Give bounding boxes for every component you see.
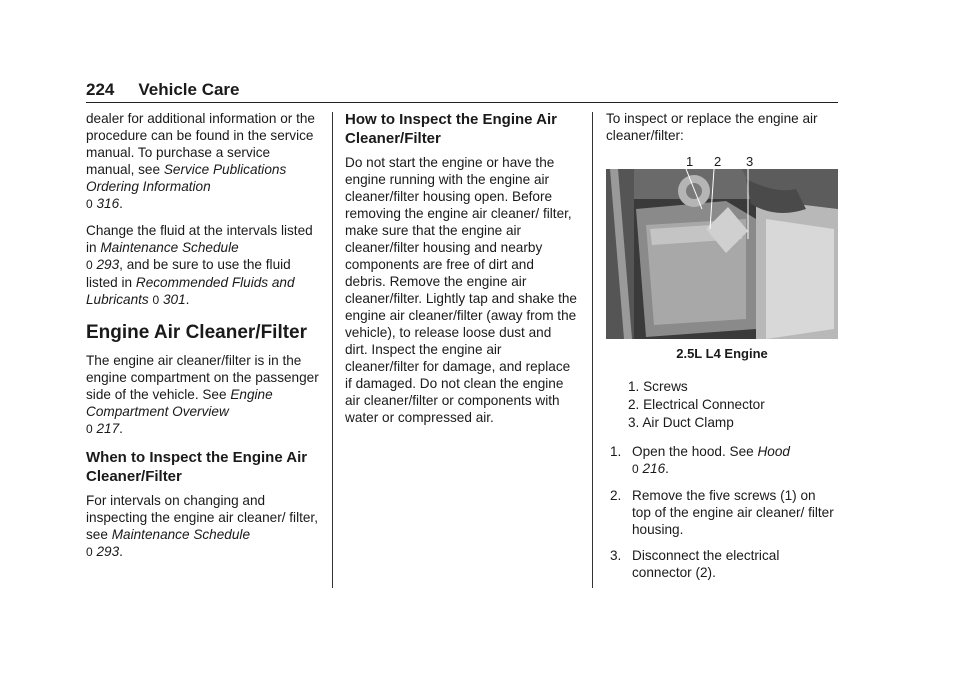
step — [606, 547, 838, 581]
figure-caption: 2.5L L4 Engine — [676, 346, 768, 361]
page-ref[interactable]: 293 — [96, 544, 120, 559]
cross-reference-link[interactable]: Maintenance Schedule — [111, 527, 251, 542]
paragraph: Change the fluid at the intervals listed in Maintenance Schedule 0 293, and be sure to use the fluid listed in Recommended Fluids and Lubricants 0 301. — [86, 223, 313, 307]
callout-3: 3 — [746, 154, 754, 169]
text: Open the hood. See — [632, 444, 758, 459]
text: For intervals on changing and inspecting the engine air cleaner/ filter, see — [86, 493, 318, 542]
subsection-heading: How to Inspect the Engine Air Cleaner/Filter — [345, 111, 557, 147]
page-header — [86, 80, 240, 100]
step-number: 2. — [610, 488, 622, 503]
engine-photo — [606, 169, 838, 339]
step-text: Remove the five screws (1) on top of the engine air cleaner/ filter housing. — [632, 488, 834, 537]
page-ref[interactable]: 301 — [162, 292, 186, 307]
section-title: Vehicle Care — [138, 80, 240, 99]
procedure-steps — [606, 443, 838, 581]
page-ref-icon: 0 — [632, 462, 639, 476]
header-rule — [86, 102, 838, 103]
callout-2: 2 — [714, 154, 722, 169]
intro-text: To inspect or replace the engine air cleaner/filter: — [606, 111, 818, 143]
page-ref-icon: 0 — [86, 258, 93, 272]
legend-item: 2. Electrical Connector — [628, 397, 765, 412]
step — [606, 487, 838, 538]
callout-1: 1 — [686, 154, 694, 169]
column-3 — [606, 110, 838, 590]
page-ref-icon: 0 — [86, 197, 93, 211]
page-ref-icon: 0 — [86, 422, 93, 436]
page-ref-icon: 0 — [86, 545, 93, 559]
step-number: 3. — [610, 548, 622, 563]
paragraph: dealer for additional information or the procedure can be found in the service manual. To purchase a service manual, see Service Publications Ordering Information 0 316. — [86, 111, 315, 211]
page-ref[interactable]: 217 — [96, 421, 120, 436]
page-number: 224 — [86, 80, 115, 99]
paragraph: For intervals on changing and inspecting the engine air cleaner/ filter, see Maintenance Schedule 0 293. — [86, 493, 318, 559]
column-1 — [86, 110, 322, 570]
column-2 — [345, 110, 577, 435]
page-ref[interactable]: 293 — [96, 257, 120, 272]
page-ref[interactable]: 316 — [96, 196, 120, 211]
cross-reference-link[interactable]: Recommended Fluids and Lubricants — [86, 275, 295, 307]
cross-reference-link[interactable]: Maintenance Schedule — [100, 240, 239, 255]
step-text: Open the hood. See Hood 0 216. — [632, 444, 790, 476]
column-divider-2 — [592, 112, 593, 588]
figure — [606, 153, 838, 339]
cross-reference-link[interactable]: Service Publications Ordering Information — [86, 162, 287, 194]
text: , and be sure to use the fluid listed in — [86, 257, 291, 290]
page-ref[interactable]: 216 — [642, 461, 666, 476]
paragraph: Do not start the engine or have the engine running with the engine air cleaner/filter housing open. Before removing the engine air cleaner/ filter, make sure that the engine air cleaner/filter housing and nearby components are free of dirt and debris. Remove the engine air cleaner/filter. Lightly tap and shake the engine air cleaner/filter (away from the vehicle), to release loose dust and dirt. Inspect the engine air cleaner/filter for damage, and replace if damaged. Do not clean the engine air cleaner/filter or components with water or compressed air. — [345, 155, 577, 425]
step — [606, 443, 838, 478]
text: The engine air cleaner/filter is in the engine compartment on the passenger side of the vehicle. See — [86, 353, 319, 402]
text: Change the fluid at the intervals listed in — [86, 223, 313, 255]
cross-reference-link[interactable]: Hood — [757, 444, 790, 459]
legend-item: 3. Air Duct Clamp — [628, 415, 734, 430]
legend-item: 1. Screws — [628, 379, 688, 394]
cross-reference-link[interactable]: Engine Compartment Overview — [86, 387, 273, 419]
section-heading: Engine Air Cleaner/Filter — [86, 322, 308, 343]
subsection-heading: When to Inspect the Engine Air Cleaner/Filter — [86, 449, 308, 485]
callout-numbers — [606, 153, 838, 169]
step-number: 1. — [610, 444, 622, 459]
paragraph: The engine air cleaner/filter is in the engine compartment on the passenger side of the vehicle. See Engine Compartment Overview 0 217. — [86, 353, 319, 436]
column-divider-1 — [332, 112, 333, 588]
page-ref-icon: 0 — [152, 293, 160, 307]
figure-legend — [628, 378, 838, 431]
text: dealer for additional information or the procedure can be found in the service manual. To purchase a service manual, see — [86, 111, 315, 177]
step-text: Disconnect the electrical connector (2). — [632, 548, 780, 580]
